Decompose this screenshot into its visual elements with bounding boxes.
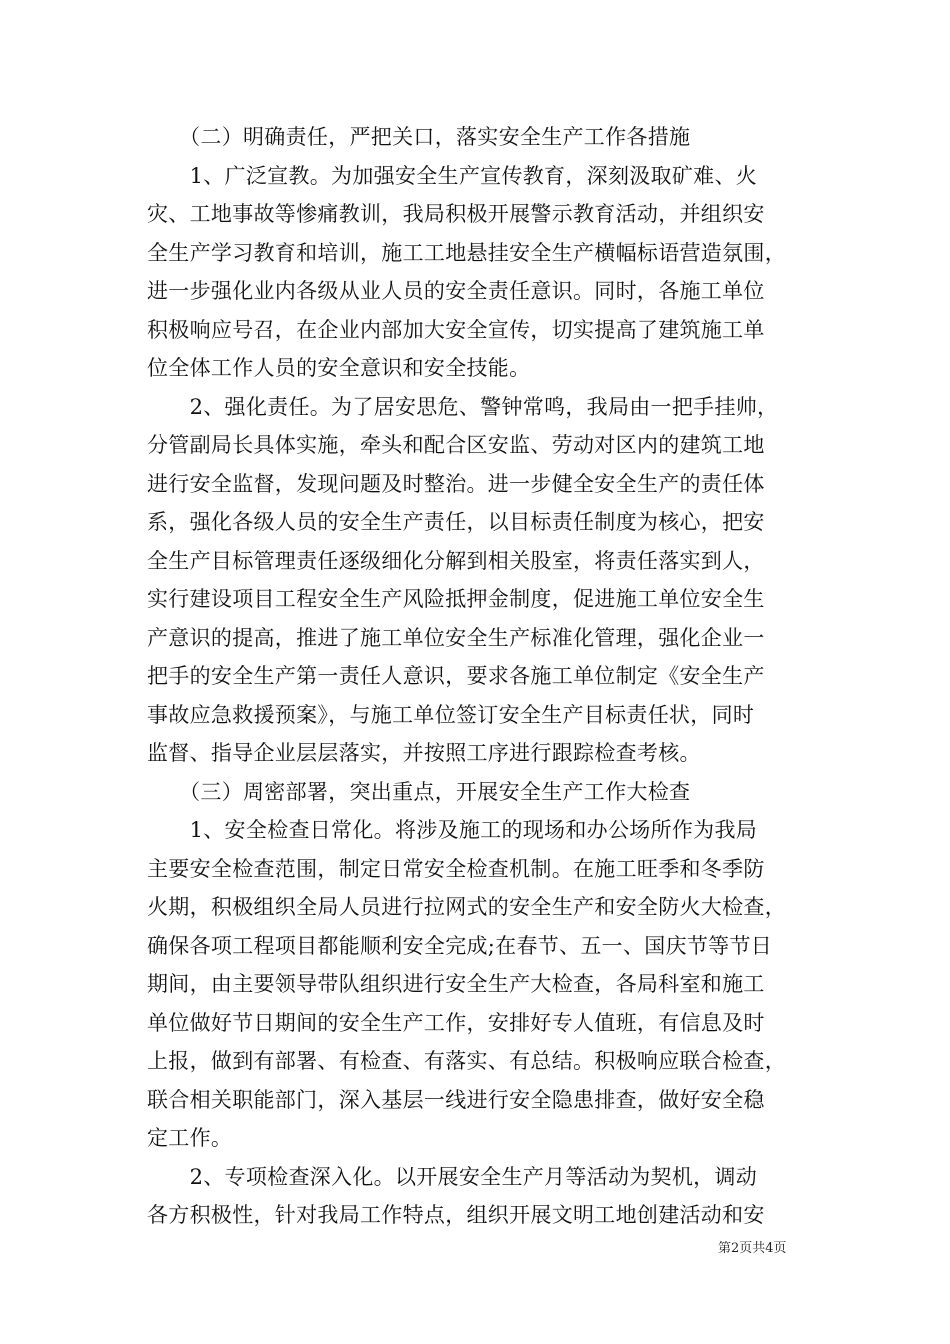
text-line: 进一步强化业内各级从业人员的安全责任意识。同时，各施工单位 <box>147 279 765 303</box>
text-line: 位全体工作人员的安全意识和安全技能。 <box>147 356 531 380</box>
text-line: 监督、指导企业层层落实，并按照工序进行跟踪检查考核。 <box>147 741 701 765</box>
text-line: （三）周密部署，突出重点，开展安全生产工作大检查 <box>147 779 691 804</box>
text-line: 上报，做到有部署、有检查、有落实、有总结。积极响应联合检查， <box>147 1049 786 1073</box>
text-line: 进行安全监督，发现问题及时整治。进一步健全安全生产的责任体 <box>147 471 765 496</box>
body-text <box>147 118 807 1235</box>
text-line: 2、专项检查深入化。以开展安全生产月等活动为契机，调动 <box>147 1164 758 1189</box>
text-line: （二）明确责任，严把关口，落实安全生产工作各措施 <box>147 125 691 149</box>
text-line: 实行建设项目工程安全生产风险抵押金制度，促进施工单位安全生 <box>147 587 765 611</box>
text-line: 系，强化各级人员的安全生产责任，以目标责任制度为核心，把安 <box>147 510 765 534</box>
text-line: 积极响应号召，在企业内部加大安全宣传，切实提高了建筑施工单 <box>147 317 765 342</box>
text-line: 2、强化责任。为了居安思危、警钟常鸣，我局由一把手挂帅， <box>147 394 779 419</box>
text-line: 定工作。 <box>147 1126 233 1150</box>
text-line: 火期，积极组织全局人员进行拉网式的安全生产和安全防火大检查， <box>147 895 786 919</box>
text-line: 全生产目标管理责任逐级细化分解到相关股室，将责任落实到人， <box>147 548 765 573</box>
page-number: 第2页共4页 <box>718 1241 787 1256</box>
text-line: 灾、工地事故等惨痛教训，我局积极开展警示教育活动，并组织安 <box>147 202 765 226</box>
text-line: 单位做好节日期间的安全生产工作，安排好专人值班，有信息及时 <box>147 1010 765 1035</box>
text-line: 分管副局长具体实施，牵头和配合区安监、劳动对区内的建筑工地 <box>147 433 765 457</box>
text-line: 全生产学习教育和培训，施工工地悬挂安全生产横幅标语营造氛围， <box>147 240 786 265</box>
text-line: 1、安全检查日常化。将涉及施工的现场和办公场所作为我局 <box>147 818 758 842</box>
text-line: 把手的安全生产第一责任人意识，要求各施工单位制定《安全生产 <box>147 664 765 688</box>
text-line: 主要安全检查范围，制定日常安全检查机制。在施工旺季和冬季防 <box>147 856 765 881</box>
text-line: 联合相关职能部门，深入基层一线进行安全隐患排查，做好安全稳 <box>147 1087 765 1112</box>
text-line: 事故应急救援预案》，与施工单位签订安全生产目标责任状，同时 <box>147 702 755 727</box>
text-line: 产意识的提高，推进了施工单位安全生产标准化管理，强化企业一 <box>147 625 765 650</box>
text-line: 各方积极性，针对我局工作特点，组织开展文明工地创建活动和安 <box>147 1203 765 1227</box>
text-line: 确保各项工程项目都能顺利安全完成;在春节、五一、国庆节等节日 <box>147 933 773 958</box>
text-line: 期间，由主要领导带队组织进行安全生产大检查，各局科室和施工 <box>147 972 765 996</box>
text-line: 1、广泛宣教。为加强安全生产宣传教育，深刻汲取矿难、火 <box>147 163 758 188</box>
